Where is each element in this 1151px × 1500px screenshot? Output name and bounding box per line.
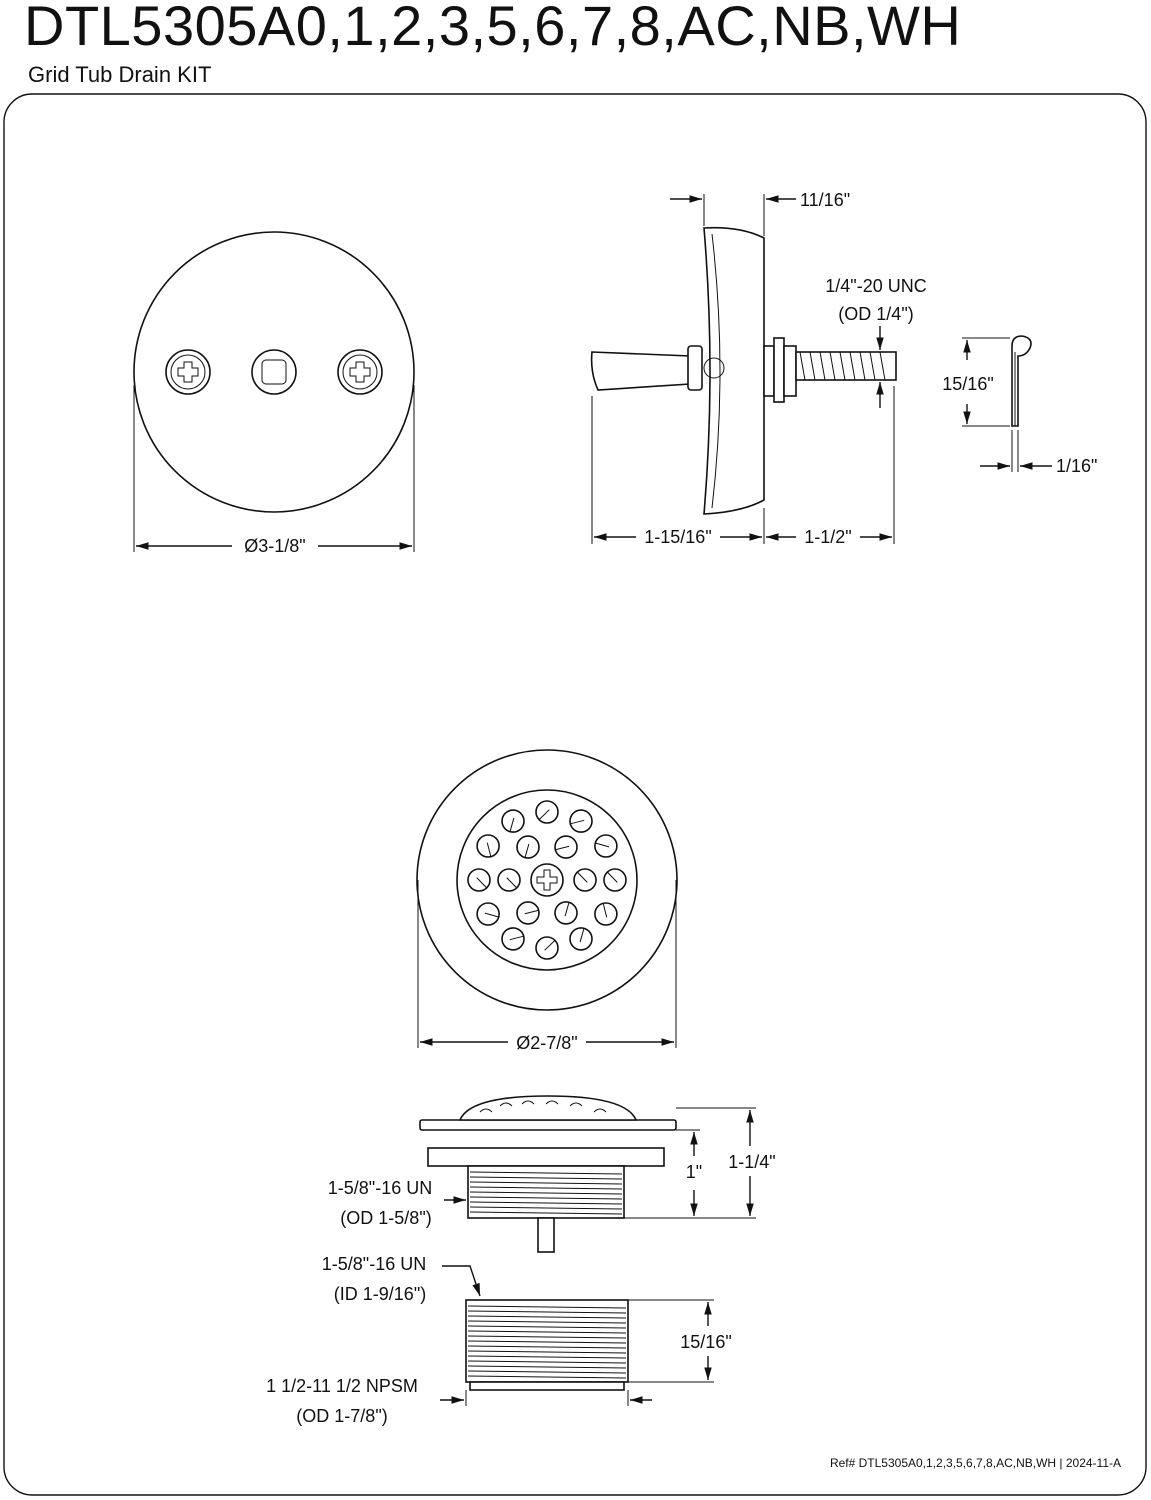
strainer-hole <box>468 869 490 891</box>
dim-pin-width: 1/16" <box>1056 456 1098 476</box>
strainer-hole <box>498 869 520 891</box>
dim-faceplate-diameter: Ø3-1/8" <box>244 536 306 556</box>
dim-body-height-total: 1-1/4" <box>728 1152 776 1172</box>
strainer-hole <box>477 903 499 925</box>
strainer-hole <box>502 928 524 950</box>
dim-grid-diameter: Ø2-7/8" <box>516 1033 578 1053</box>
strainer-hole <box>502 810 524 832</box>
strainer-hole <box>574 869 596 891</box>
phillips-screw-left-icon <box>166 350 210 394</box>
dim-shoe-thread: 1-5/8"-16 UN <box>321 1254 427 1274</box>
model-title: DTL5305A0,1,2,3,5,6,7,8,AC,NB,WH <box>24 0 962 57</box>
strainer-hole <box>477 835 499 857</box>
faceplate-front-view <box>134 232 414 512</box>
dim-screw-od: (OD 1/4") <box>838 304 914 324</box>
phillips-screw-right-icon <box>338 350 382 394</box>
strainer-hole <box>555 836 577 858</box>
strainer-hole <box>595 903 617 925</box>
dim-shoe-height: 15/16" <box>680 1332 732 1352</box>
model-subtitle: Grid Tub Drain KIT <box>28 62 212 87</box>
strainer-body-side-view <box>420 1096 676 1252</box>
dim-shoe-id: (ID 1-9/16") <box>333 1284 427 1304</box>
dim-lever-depth-top: 11/16" <box>800 190 851 210</box>
strainer-hole <box>570 810 592 832</box>
strainer-hole <box>517 902 539 924</box>
dim-lever-length: 1-15/16" <box>644 527 712 547</box>
strainer-hole <box>570 928 592 950</box>
dim-screw-length: 1-1/2" <box>804 527 852 547</box>
dim-body-height-inner: 1" <box>685 1162 703 1182</box>
dim-pin-length: 15/16" <box>942 374 994 394</box>
strainer-hole <box>536 937 558 959</box>
dim-strainer-od: (OD 1-5/8") <box>340 1208 432 1228</box>
grid-strainer-top-view <box>417 750 677 1010</box>
dim-strainer-thread: 1-5/8"-16 UN <box>327 1178 433 1198</box>
drain-shoe-side-view <box>466 1300 628 1390</box>
lever-shaft-square-icon <box>252 350 296 394</box>
strainer-hole <box>536 801 558 823</box>
dim-screw-thread: 1/4"-20 UNC <box>825 276 927 296</box>
dim-shoe-od: (OD 1-7/8") <box>296 1406 388 1426</box>
strainer-hole <box>517 836 539 858</box>
dim-shoe-npsm: 1 1/2-11 1/2 NPSM <box>266 1376 418 1396</box>
strainer-hole <box>604 869 626 891</box>
cotter-pin <box>1012 336 1031 426</box>
faceplate-side-view <box>592 228 896 514</box>
strainer-hole <box>595 835 617 857</box>
strainer-screw-icon <box>531 864 563 896</box>
footer-reference: Ref# DTL5305A0,1,2,3,5,6,7,8,AC,NB,WH | 2024-11-A <box>829 1456 1121 1470</box>
strainer-hole <box>555 902 577 924</box>
